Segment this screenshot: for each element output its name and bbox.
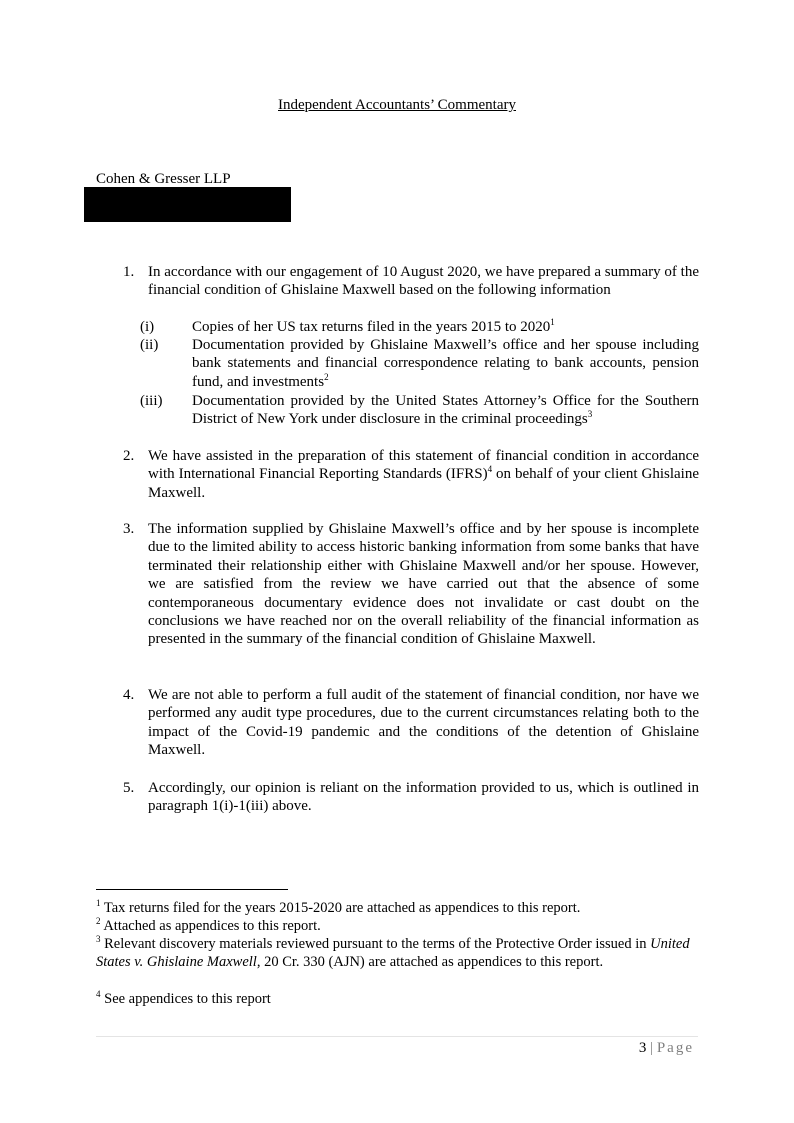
footnote-text: See appendices to this report [100, 991, 271, 1007]
footnote-separator [96, 889, 288, 890]
footnote-ref: 4 [487, 464, 493, 475]
footnote-text: Tax returns filed for the years 2015-2020 are attached as appendices to this report. [100, 900, 581, 916]
paragraph-4 [123, 686, 699, 760]
paragraph-text: Accordingly, our opinion is reliant on the information provided to us, which is outlined in paragraph 1(i)-1(iii) above. [148, 780, 699, 815]
footnote-number: 1 [96, 898, 101, 908]
subitem-text: Copies of her US tax returns filed in the years 2015 to 2020 [192, 319, 551, 335]
case-name: United States v. Ghislaine Maxwell [96, 936, 690, 970]
paragraph-text: We have assisted in the preparation of this statement of financial condition in accordance with International Financial Reporting Standards (IFRS) [148, 448, 699, 483]
redaction-block [84, 187, 291, 222]
paragraph-text: In accordance with our engagement of 10 August 2020, we have prepared a summary of the financial condition of Ghislaine Maxwell based on the following information [148, 264, 699, 299]
recipient-firm: Cohen & Gresser LLP [96, 171, 231, 187]
subitem-iii [140, 392, 699, 429]
footnote-number: 3 [96, 934, 101, 944]
paragraph-text: The information supplied by Ghislaine Maxwell’s office and by her spouse is incomplete due to the limited ability to access historic banking information from some banks that have terminated their relationship either with Ghislaine Maxwell and/or her spouse. However, we are satisfied from the review we have carried out that the absence of some contemporaneous documentary evidence does not invalidate or cast doubt on the conclusions we have reached nor on the overall reliability of the financial information as presented in the summary of the financial condition of Ghislaine Maxwell. [148, 521, 699, 648]
footnote-text: Attached as appendices to this report. [100, 918, 321, 934]
subitem-i [140, 318, 699, 336]
footnote-3 [96, 935, 696, 971]
paragraph-number: 1. [123, 264, 135, 280]
paragraph-1 [123, 263, 699, 300]
footer-separator [96, 1036, 698, 1037]
paragraph-number: 5. [123, 780, 135, 796]
subitem-text: Documentation provided by the United States Attorney’s Office for the Southern District of New York under disclosure in the criminal proceedings [192, 393, 699, 428]
footnote-number: 2 [96, 916, 101, 926]
paragraph-3 [123, 520, 699, 649]
paragraph-5 [123, 779, 699, 816]
subitem-number: (i) [140, 319, 155, 335]
paragraph-number: 4. [123, 687, 135, 703]
page-number: 3 [638, 1040, 647, 1056]
page-number-footer [600, 1039, 694, 1057]
footnote-text: Relevant discovery materials reviewed pursuant to the terms of the Protective Order issued in [100, 936, 651, 952]
subitem-number: (iii) [140, 393, 163, 409]
footnote-text-continued: , 20 Cr. 330 (AJN) are attached as appendices to this report. [256, 954, 604, 970]
footnote-ref: 2 [324, 371, 329, 382]
footnote-number: 4 [96, 989, 101, 999]
paragraph-2 [123, 447, 699, 502]
document-title: Independent Accountants’ Commentary [278, 97, 516, 113]
paragraph-text-continued: on behalf of your client Ghislaine Maxwell. [148, 466, 699, 501]
footnote-4 [96, 990, 696, 1008]
footnote-2 [96, 917, 696, 935]
subitem-text: Documentation provided by Ghislaine Maxwell’s office and her spouse including bank statements and financial correspondence relating to bank accounts, pension fund, and investments [192, 337, 699, 390]
footnote-1 [96, 899, 696, 917]
footnote-ref: 3 [587, 409, 593, 420]
subitem-ii [140, 336, 699, 391]
footnote-ref: 1 [550, 317, 555, 327]
paragraph-number: 2. [123, 448, 135, 464]
paragraph-number: 3. [123, 521, 135, 537]
page-label: Page [656, 1040, 694, 1056]
page-separator: | [650, 1040, 654, 1056]
subitem-number: (ii) [140, 337, 159, 353]
paragraph-text: We are not able to perform a full audit of the statement of financial condition, nor have we performed any audit type procedures, due to the current circumstances relating both to the impact of the Covid-19 pandemic and the conditions of the detention of Ghislaine Maxwell. [148, 687, 699, 759]
footnotes [96, 899, 696, 1008]
